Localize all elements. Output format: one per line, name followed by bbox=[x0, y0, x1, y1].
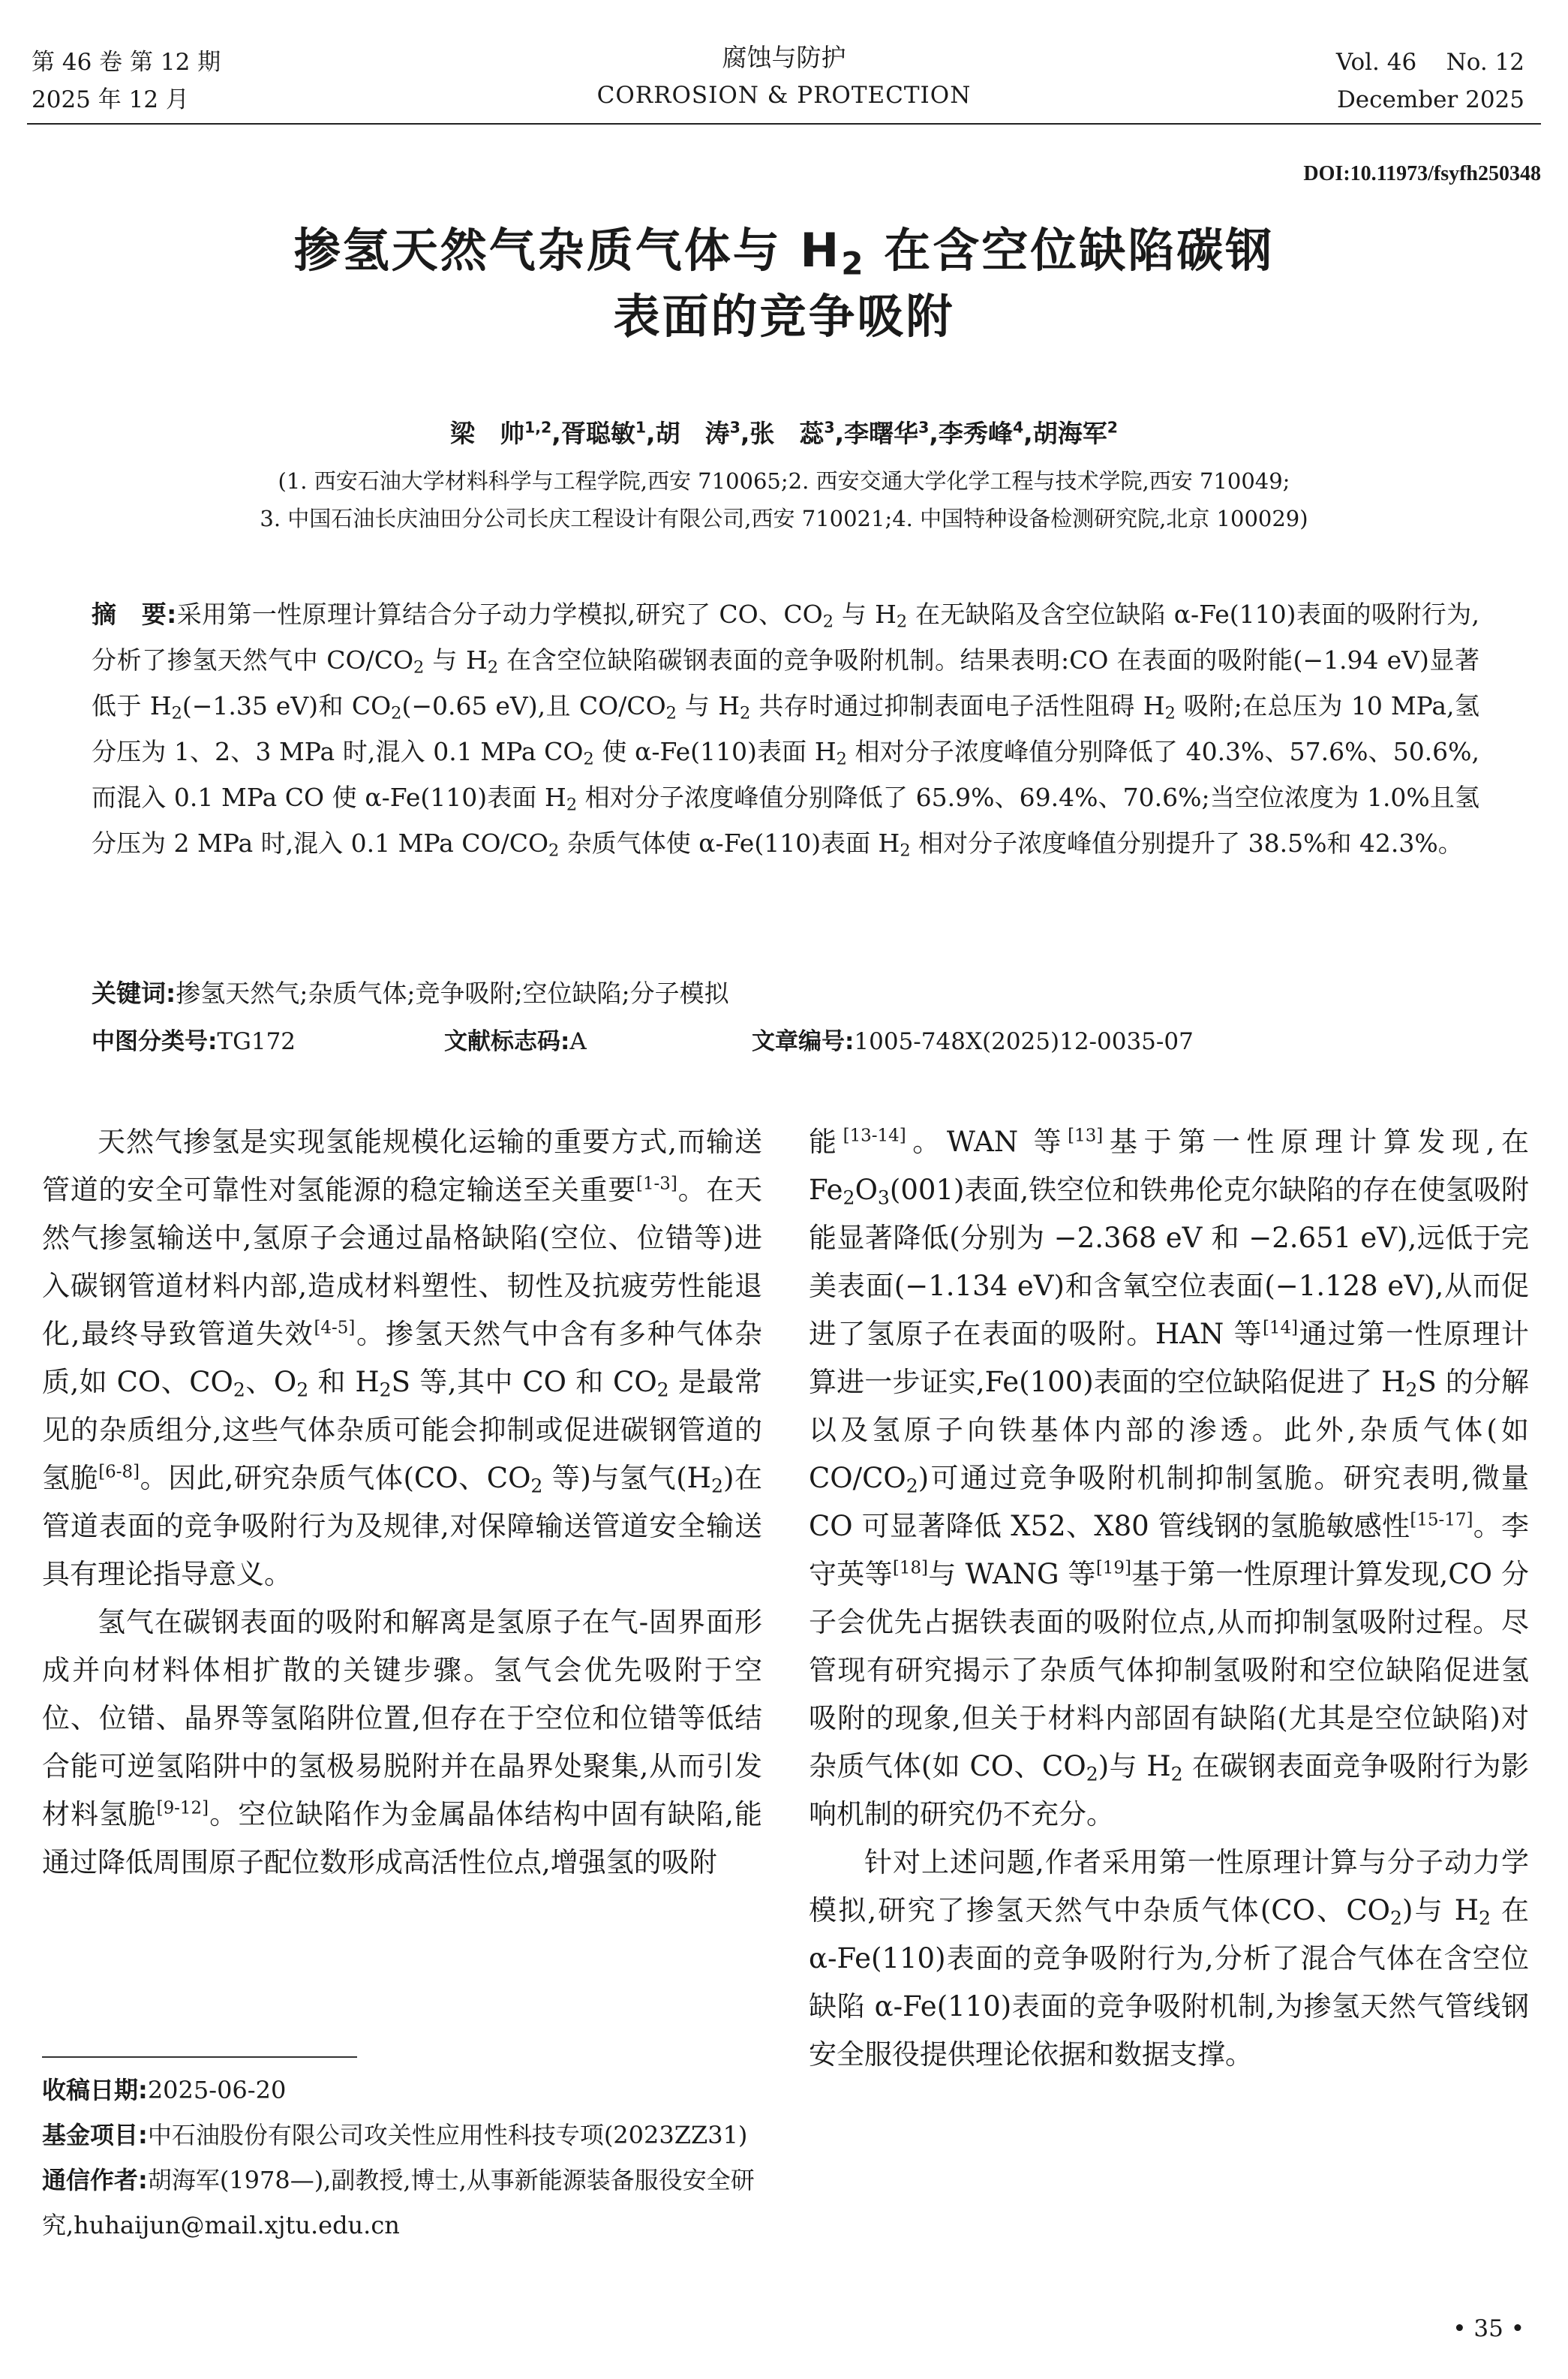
running-header-vol-en bbox=[1336, 44, 1524, 119]
paper-title bbox=[90, 218, 1478, 350]
title-line-1: 掺氢天然气杂质气体与 $H_2$ 在含空位缺陷碳钢 bbox=[293, 223, 1275, 282]
fund-project: 基金项目:中石油股份有限公司攻关性应用性科技专项(2023ZZ31) bbox=[42, 2121, 748, 2149]
journal-name-cn: 腐蚀与防护 bbox=[722, 43, 846, 72]
paragraph: 能[13-14]。WAN 等[13]基于第一性原理计算发现,在 $Fe_2O_3(001)$表面,铁空位和铁弗伦克尔缺陷的存在使氢吸附能显著降低(分别为 −2.368 eV 和 −2.651 eV),远低于完美表面(−1.134 eV)和含氧空位表面(−1.128 eV),从而促进了氢原子在表面的吸附。HAN 等[14]通过第一性原理计算进一步证实,Fe(100)表面的空位缺陷促进了 $H_2S$ 的分解以及氢原子向铁基体内部的渗透。此外,杂质气体(如 $CO/CO_2$)可通过竞争吸附机制抑制氢脆。研究表明,微量 CO 可显著降低 X52、X80 管线钢的氢脆敏感性[15-17]。李守英等[18]与 WANG 等[19]基于第一性原理计算发现,CO 分子会优先占据铁表面的吸附位点,从而抑制氢吸附过程。尽管现有研究揭示了杂质气体抑制氢吸附和空位缺陷促进氢吸附的现象,但关于材料内部固有缺陷(尤其是空位缺陷)对杂质气体(如 CO、$CO_2$)与 $H_2$ 在碳钢表面竞争吸附行为影响机制的研究仍不充分。 bbox=[809, 1126, 1530, 1830]
doi[interactable]: DOI:10.11973/fsyfh250348 bbox=[1303, 162, 1541, 185]
author-list: 梁 帅$^{1,2}$,胥聪敏$^1$,胡 涛$^3$,张 蕊$^3$,李曙华$^3$,李秀峰$^4$,胡海军$^2$ bbox=[450, 418, 1118, 448]
affiliations bbox=[45, 462, 1523, 537]
abstract-label: 摘 要: bbox=[92, 600, 177, 629]
paragraph: 天然气掺氢是实现氢能规模化运输的重要方式,而输送管道的安全可靠性对氢能源的稳定输送至关重要[1-3]。在天然气掺氢输送中,氢原子会通过晶格缺陷(空位、位错等)进入碳钢管道材料内部,造成材料塑性、韧性及抗疲劳性能退化,最终导致管道失效[4-5]。掺氢天然气中含有多种气体杂质,如 CO、$CO_2$、$O_2$ 和 $H_2S$ 等,其中 CO 和 $CO_2$ 是最常见的杂质组分,这些气体杂质可能会抑制或促进碳钢管道的氢脆[6-8]。因此,研究杂质气体(CO、$CO_2$ 等)与氢气$(H_2)$在管道表面的竞争吸附行为及规律,对保障输送管道安全输送具有理论指导意义。 bbox=[42, 1126, 763, 1590]
body-column-right bbox=[809, 1118, 1529, 2079]
issue-date-en: December 2025 bbox=[1336, 86, 1524, 113]
page-number: • 35 • bbox=[1452, 2315, 1524, 2342]
keywords-label: 关键词: bbox=[92, 979, 176, 1008]
classification-line bbox=[92, 1022, 1479, 1056]
author: 胡 涛$^3$ bbox=[655, 418, 740, 448]
affiliation-line: (1. 西安石油大学材料科学与工程学院,西安 710065;2. 西安交通大学化学工程与技术学院,西安 710049; bbox=[278, 468, 1290, 494]
author: 梁 帅$^{1,2}$ bbox=[450, 418, 552, 448]
footnote-rule bbox=[42, 2056, 357, 2058]
received-date: 收稿日期:2025-06-20 bbox=[42, 2076, 287, 2104]
vol-no: Vol. 46 No. 12 bbox=[1335, 49, 1524, 76]
issue-date: 2025 年 12 月 bbox=[32, 86, 189, 113]
journal-name-en: CORROSION & PROTECTION bbox=[596, 82, 972, 109]
abstract: 摘 要:采用第一性原理计算结合分子动力学模拟,研究了 CO、$CO_2$ 与 $H_2$ 在无缺陷及含空位缺陷 α-Fe(110)表面的吸附行为,分析了掺氢天然气中 $CO/CO_2$ 与 $H_2$ 在含空位缺陷碳钢表面的竞争吸附机制。结果表明:CO 在表面的吸附能(−1.94 eV)显著低于 $H_2(-1.35$ eV)和 $CO_2(-0.65$ eV),且 $CO/CO_2$ 与 $H_2$ 共存时通过抑制表面电子活性阻碍 $H_2$ 吸附;在总压为 10 MPa,氢分压为 1、2、3 MPa 时,混入 0.1 MPa $CO_2$ 使 α-Fe(110)表面 $H_2$ 相对分子浓度峰值分别降低了 40.3%、57.6%、50.6%,而混入 0.1 MPa CO 使 α-Fe(110)表面 $H_2$ 相对分子浓度峰值分别降低了 65.9%、69.4%、70.6%;当空位浓度为 1.0%且氢分压为 2 MPa 时,混入 0.1 MPa $CO/CO_2$ 杂质气体使 α-Fe(110)表面 $H_2$ 相对分子浓度峰值分别提升了 38.5%和 42.3%。 bbox=[92, 600, 1480, 861]
corresponding-author: 通信作者:胡海军(1978—),副教授,博士,从事新能源装备服役安全研究,huhaijun@mail.xjtu.edu.cn bbox=[42, 2166, 755, 2239]
paragraph: 针对上述问题,作者采用第一性原理计算与分子动力学模拟,研究了掺氢天然气中杂质气体(CO、$CO_2$)与 $H_2$ 在 α-Fe(110)表面的竞争吸附行为,分析了混合气体在含空位缺陷 α-Fe(110)表面的竞争吸附机制,为掺氢天然气管线钢安全服役提供理论依据和数据支撑。 bbox=[809, 1846, 1530, 2071]
author: 李秀峰$^4$ bbox=[938, 418, 1024, 448]
keywords bbox=[92, 974, 1479, 1009]
author: 胥聪敏$^1$ bbox=[560, 418, 647, 448]
body-column-left bbox=[42, 1118, 762, 1887]
keywords-text: 掺氢天然气;杂质气体;竞争吸附;空位缺陷;分子模拟 bbox=[176, 979, 729, 1008]
paragraph: 氢气在碳钢表面的吸附和解离是氢原子在气-固界面形成并向材料体相扩散的关键步骤。氢气会优先吸附于空位、位错、晶界等氢陷阱位置,但存在于空位和位错等低结合能可逆氢陷阱中的氢极易脱附并在晶界处聚集,从而引发材料氢脆[9-12]。空位缺陷作为金属晶体结构中固有缺陷,能通过降低周围原子配位数形成高活性位点,增强氢的吸附 bbox=[42, 1606, 763, 1878]
journal-name bbox=[559, 39, 1009, 114]
author: 胡海军$^2$ bbox=[1032, 418, 1118, 448]
header-rule bbox=[27, 123, 1541, 125]
footnotes bbox=[42, 2068, 762, 2248]
affiliation-line: 3. 中国石油长庆油田分公司长庆工程设计有限公司,西安 710021;4. 中国特种设备检测研究院,北京 100029) bbox=[260, 506, 1308, 531]
clc-number: 中图分类号:TG172 bbox=[92, 1028, 296, 1055]
running-header-volume bbox=[32, 44, 221, 119]
title-line-2: 表面的竞争吸附 bbox=[613, 289, 955, 344]
document-code: 文献标志码:A bbox=[444, 1028, 587, 1055]
author: 李曙华$^3$ bbox=[844, 418, 930, 448]
article-number: 文章编号:1005-748X(2025)12-0035-07 bbox=[752, 1028, 1194, 1055]
author: 张 蕊$^3$ bbox=[749, 418, 835, 448]
volume-issue: 第 46 卷 第 12 期 bbox=[32, 49, 221, 76]
